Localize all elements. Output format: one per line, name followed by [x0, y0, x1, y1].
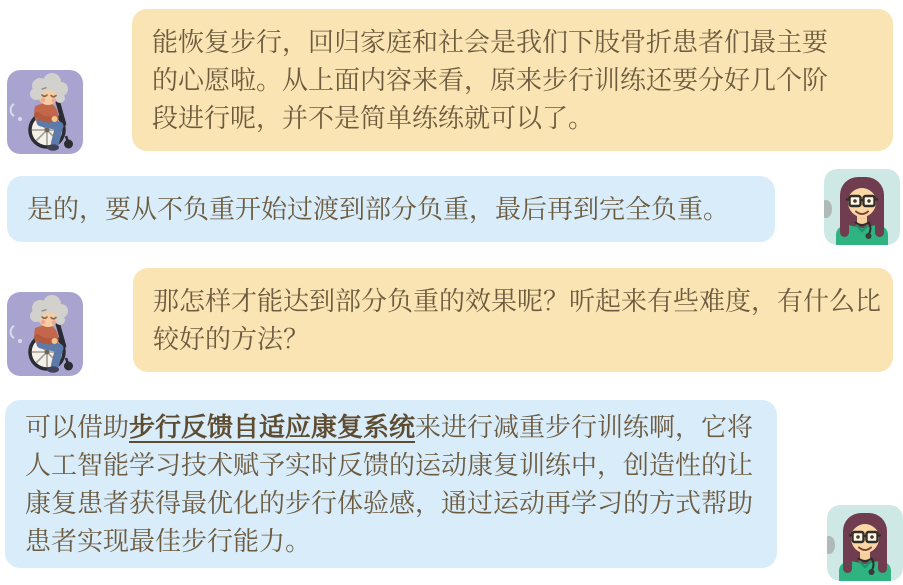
chat-bubble-patient-1 — [132, 9, 893, 151]
elderly-woman-wheelchair-icon — [7, 70, 83, 154]
message-line: 较好的方法？ — [153, 324, 310, 354]
nurse-avatar — [824, 169, 900, 245]
message-line: 康复患者获得最优化的步行体验感，通过运动再学习的方式帮助 — [25, 488, 754, 518]
message-line: 是的，要从不负重开始过渡到部分负重，最后再到完全负重。 — [27, 194, 730, 224]
nurse-glasses-stethoscope-icon — [827, 505, 903, 581]
message-text: 来进行减重步行训练啊，它将 — [415, 412, 754, 442]
message-line: 段进行呢，并不是简单练练就可以了。 — [152, 103, 595, 133]
patient-avatar — [7, 292, 83, 376]
message-line — [25, 408, 757, 446]
elderly-woman-wheelchair-icon — [7, 292, 83, 376]
message-line: 人工智能学习技术赋予实时反馈的运动康复训练中，创造性的让 — [25, 450, 754, 480]
highlighted-system-name: 步行反馈自适应康复系统 — [129, 412, 416, 442]
message-line: 那怎样才能达到部分负重的效果呢？听起来有些难度，有什么比 — [153, 286, 882, 316]
message-text: 可以借助 — [25, 412, 130, 442]
message-line: 患者实现最佳步行能力。 — [25, 526, 312, 556]
nurse-avatar — [827, 505, 903, 581]
chat-bubble-nurse-2 — [5, 400, 777, 568]
patient-avatar — [7, 70, 83, 154]
message-line: 能恢复步行，回归家庭和社会是我们下肢骨折患者们最主要 — [152, 27, 829, 57]
chat-bubble-patient-2 — [133, 268, 893, 372]
nurse-glasses-stethoscope-icon — [824, 169, 900, 245]
chat-bubble-nurse-1 — [7, 176, 775, 242]
message-line: 的心愿啦。从上面内容来看，原来步行训练还要分好几个阶 — [152, 65, 829, 95]
